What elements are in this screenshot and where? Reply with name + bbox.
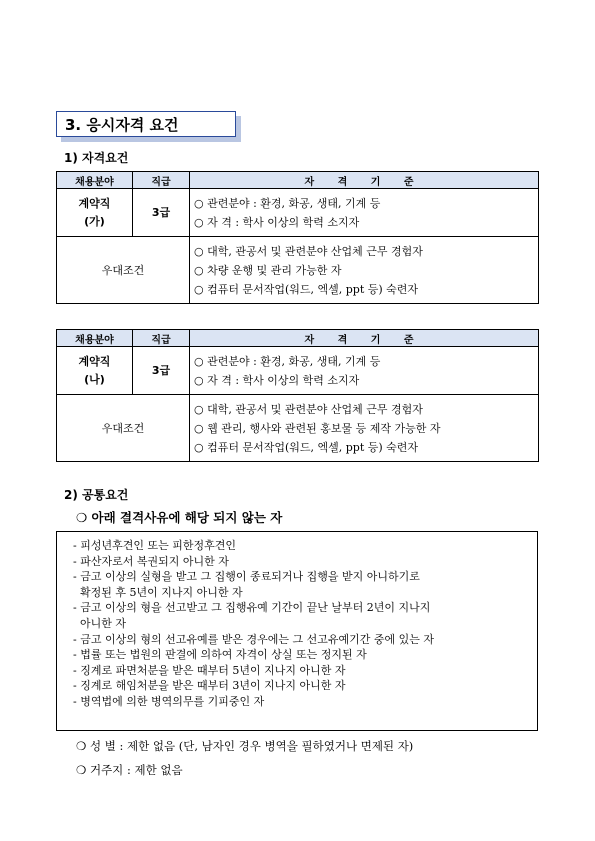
disqualification-item: - 금고 이상의 실형을 받고 그 집행이 종료되거나 집행을 받지 아니하기로 — [73, 570, 420, 584]
disqualification-item: - 병역법에 의한 병역의무를 기피중인 자 — [73, 694, 265, 708]
grade-cell: 3급 — [133, 347, 190, 395]
header-field: 채용분야 — [57, 172, 133, 189]
criteria-cell — [190, 189, 539, 237]
preferred-label: 우대조건 — [57, 237, 190, 304]
header-grade: 직급 — [133, 330, 190, 347]
qualification-table-na — [56, 329, 539, 462]
disqualification-item: - 금고 이상의 형을 선고받고 그 집행유예 기간이 끝난 날부터 2년이 지나지 — [73, 601, 431, 615]
position-code: (나) — [84, 372, 105, 386]
criteria-cell — [190, 347, 539, 395]
position-cell — [57, 189, 133, 237]
preferred-line: ○ 컴퓨터 문서작업(워드, 엑셀, ppt 등) 숙련자 — [194, 282, 419, 296]
qualification-table-ga — [56, 171, 539, 304]
preferred-cell — [190, 395, 539, 462]
criteria-line: ○ 자 격 : 학사 이상의 학력 소지자 — [194, 215, 360, 229]
disqualification-item: - 법률 또는 법원의 판결에 의하여 자격이 상실 또는 정지된 자 — [73, 648, 367, 662]
criteria-line: ○ 자 격 : 학사 이상의 학력 소지자 — [194, 373, 360, 387]
disqualification-item: - 파산자로서 복권되지 아니한 자 — [73, 554, 229, 568]
residence-requirement: ❍ 거주지 : 제한 없음 — [76, 763, 183, 777]
common-title: 2) 공통요건 — [64, 488, 129, 502]
disqualification-item: 아니한 자 — [73, 616, 126, 630]
preferred-line: ○ 대학, 관공서 및 관련분야 산업체 근무 경험자 — [194, 244, 423, 258]
preferred-line: ○ 대학, 관공서 및 관련분야 산업체 근무 경험자 — [194, 402, 423, 416]
qualifications-title: 1) 자격요건 — [64, 151, 129, 165]
disqualification-item: 확정된 후 5년이 지나지 아니한 자 — [73, 585, 243, 599]
disqualification-box — [56, 531, 538, 731]
preferred-line: ○ 컴퓨터 문서작업(워드, 엑셀, ppt 등) 숙련자 — [194, 440, 419, 454]
position-type: 계약직 — [78, 196, 111, 210]
header-grade: 직급 — [133, 172, 190, 189]
grade-cell: 3급 — [133, 189, 190, 237]
common-heading: ❍ 아래 결격사유에 해당 되지 않는 자 — [76, 510, 283, 525]
preferred-label: 우대조건 — [57, 395, 190, 462]
position-type: 계약직 — [78, 354, 111, 368]
section-title: 3. 응시자격 요건 — [56, 111, 236, 137]
criteria-line: ○ 관련분야 : 환경, 화공, 생태, 기계 등 — [194, 196, 381, 210]
disqualification-item: - 징계로 파면처분을 받은 때부터 5년이 지나지 아니한 자 — [73, 663, 346, 677]
preferred-line: ○ 차량 운행 및 관리 가능한 자 — [194, 263, 342, 277]
disqualification-item: - 금고 이상의 형의 선고유예를 받은 경우에는 그 선고유예기간 중에 있는 자 — [73, 632, 434, 646]
preferred-line: ○ 웹 관리, 행사와 관련된 홍보물 등 제작 가능한 자 — [194, 421, 441, 435]
disqualification-item: - 피성년후견인 또는 피한정후견인 — [73, 539, 236, 552]
disqualification-item: - 징계로 해임처분을 받은 때부터 3년이 지나지 아니한 자 — [73, 679, 346, 693]
header-criteria: 자 격 기 준 — [190, 330, 539, 347]
header-criteria: 자 격 기 준 — [190, 172, 539, 189]
criteria-line: ○ 관련분야 : 환경, 화공, 생태, 기계 등 — [194, 354, 381, 368]
position-cell — [57, 347, 133, 395]
header-field: 채용분야 — [57, 330, 133, 347]
gender-requirement: ❍ 성 별 : 제한 없음 (단, 남자인 경우 병역을 필하였거나 면제된 자) — [76, 739, 414, 753]
preferred-cell — [190, 237, 539, 304]
position-code: (가) — [84, 214, 105, 228]
